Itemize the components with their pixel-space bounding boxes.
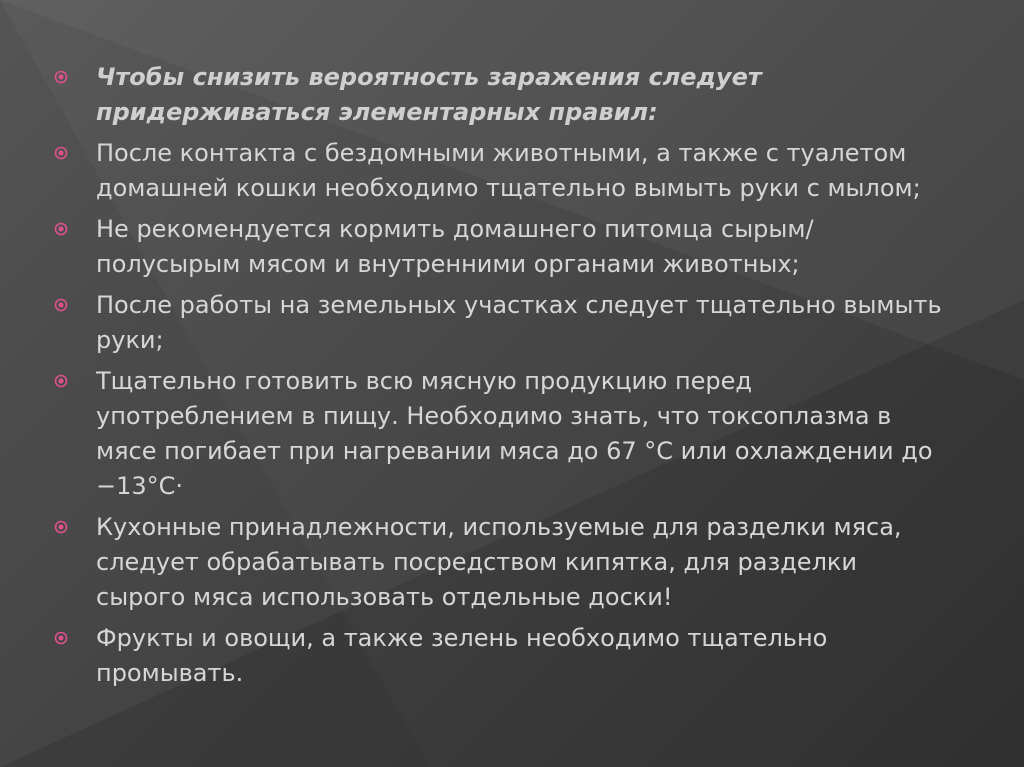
bullet-text: Чтобы снизить вероятность заражения следует придерживаться элементарных правил: xyxy=(96,63,762,126)
bullet-text: После контакта с бездомными животными, а также с туалетом домашней кошки необходимо тщательно вымыть руки с мылом; xyxy=(96,139,921,202)
bullet-text: Фрукты и овощи, а также зелень необходимо тщательно промывать. xyxy=(96,624,828,687)
bullet-text: После работы на земельных участках следует тщательно вымыть руки; xyxy=(96,291,942,354)
bullet-item-handwashing-animals xyxy=(52,136,942,206)
bullet-item-garden-work xyxy=(52,288,942,358)
bullet-text: Тщательно готовить всю мясную продукцию перед употреблением в пищу. Необходимо знать, что токсоплазма в мясе погибает при нагревании мяса до 67 °C или охлаждении до −13°C· xyxy=(96,367,933,500)
bullet-item-cook-meat xyxy=(52,364,942,504)
bullet-list xyxy=(52,60,942,697)
circled-dot-icon xyxy=(54,631,68,645)
bullet-item-raw-meat-feeding xyxy=(52,212,942,282)
bullet-item-kitchen-utensils xyxy=(52,510,942,615)
circled-dot-icon xyxy=(54,298,68,312)
circled-dot-icon xyxy=(54,222,68,236)
bullet-text: Не рекомендуется кормить домашнего питомца сырым/полусырым мясом и внутренними органами животных; xyxy=(96,215,814,278)
circled-dot-icon xyxy=(54,146,68,160)
intro-item xyxy=(52,60,942,130)
bullet-text: Кухонные принадлежности, используемые для разделки мяса, следует обрабатывать посредством кипятка, для разделки сырого мяса использовать отдельные доски! xyxy=(96,513,902,611)
circled-dot-icon xyxy=(54,374,68,388)
circled-dot-icon xyxy=(54,520,68,534)
bullet-item-wash-produce xyxy=(52,621,942,691)
circled-dot-icon xyxy=(54,70,68,84)
